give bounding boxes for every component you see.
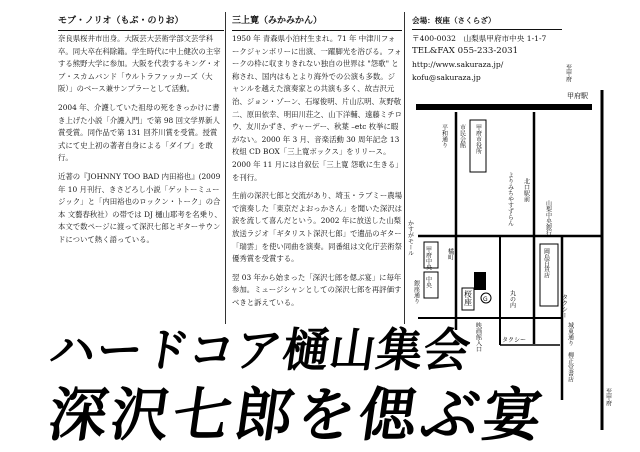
map-label: 城東通り [566,322,574,346]
map-label: 平和通り [440,124,448,148]
map-label: 柳正堂書店 [566,352,574,382]
map-label: 中央 [424,276,432,288]
railway-line [416,104,592,110]
map-label: 甲府駅 [567,92,588,100]
profile-mikami-kan [232,14,402,315]
map-label: タクシー [502,337,527,344]
venue-info [412,14,562,84]
profile-mob-norio [58,14,224,253]
map-label: 橘町 [446,248,454,260]
venue-address: 〒400-0032 山梨県甲府市中央 1-1-7 [412,34,547,43]
map-label: 映画館入口 [474,322,482,352]
event-title-line1: ハードコア樋山集会 [45,323,475,377]
venue-email-link[interactable]: kofu@sakuraza.jp [412,73,481,82]
profile-heading: モブ・ノリオ（もぶ・のりお） [58,14,224,31]
map-label: 市民会館 [458,124,466,148]
venue-url-link[interactable]: http://www.sakuraza.jp/ [412,60,504,69]
map-label: タクシー [560,294,568,318]
profile-paragraph: 近著の『JOHNNY TOO BAD 内田裕也』(2009 年 10 月刊行、きさどろし小説「ゲットーミュージック」と「内田裕也のロックン・トーク」の合本 文藝春秋社）の帯では DJ 樋山耶考を名乗り、本文で数ページに渡って深沢七郎とギターサウンドについて熱く語っている。 [58,171,222,244]
map-label: 銀座通り [412,280,420,304]
venue-marker [474,272,486,290]
map-label: 山梨中央銀行 [544,200,552,236]
map-label: 桜座 [463,290,473,306]
profile-paragraph: 1950 年 青森県小泊村生まれ。71 年 中津川フォークジャンボリーに出演、一躍脚光を浴びる。フォークの枠に収まりきれない独自の世界は "怨歌" と称され、国内はもとより海外での公演も多数。ジャンルを越えた演奏家との共演も多く、故吉沢元治、ジョン・ゾーン、石塚俊明、片山広明、灰野敬二、原田依幸、明田川荘之、山下洋輔、遠藤ミチロウ、友川かずき、ヂャーデー、秋葉 –etc 枚挙に暇がない。2000 年 3 月、音楽活動 30 周年記念 13 枚組 CD BOX「三上寛ボックス」をリリース。2000 年 11 月には自叙伝「三上寛 怨歌に生きる」を刊行。 [232,34,402,182]
profile-paragraph: 奈良県桜井市出身。大阪芸大芸術学部文芸学科卒。同大卒在科除籍。学生時代に中上健次の主宰する熊野大学に参加。大阪を代表するキング・オブ・スカムバンド「ウルトラファッカーズ（大阪）」のベース兼サンプラーとして活動。 [58,34,221,94]
venue-phone: TEL&FAX 055-233-2031 [412,46,519,56]
map-label: 甲府中央 [424,246,432,270]
map-label: 至甲府 [564,64,572,82]
profile-heading: 三上寛（みかみかん） [232,14,402,31]
map-label: 甲府市役所 [474,124,482,154]
column-divider [404,12,405,324]
g-circle-icon [481,293,491,303]
map-label: G [483,296,488,303]
map-building [540,244,558,306]
column-divider [225,12,226,324]
map-label: 丸の内 [508,290,516,308]
profile-paragraph: 生前の深沢七郎と交流があり、埼玉・ラブミー農場で演奏した「東京だよおっかさん」を聞いた深沢は涙を流して喜んだという。2002 年に放送した山梨放送ラジオ「ギタリスト深沢七郎」で遺品のギター「瑞雲」を使い同曲を演奏。同番組は文化庁芸術祭優秀賞を受賞する。 [232,191,402,264]
map-label: 至甲府 [604,388,612,406]
map-label: かすがモール [406,220,414,256]
profile-paragraph: 2004 年、介護していた祖母の死をきっかけに書き上げた小説「介護入門」で第 98 回文学界新人賞受賞。同作品で第 131 回芥川賞を受賞。授賞式にて史上初の著者自身による「ダイブ」を敢行。 [58,102,220,163]
venue-heading: 会場：桜座（さくらざ） [412,14,562,30]
map-label: 北口駅前 [522,178,530,202]
map-building [424,242,438,268]
event-title-line2: 深沢七郎を偲ぶ宴 [44,381,551,449]
map-building [424,272,438,298]
map-building [462,288,474,310]
map-building [470,120,486,172]
profile-paragraph: 翌 03 年から始まった「深沢七郎を偲ぶ宴」に毎年参加。ミュージシャンとしての深沢七郎を再評価すべきと訴えている。 [232,272,402,307]
map-label: 岡島百貨店 [542,248,550,278]
map-label: よりみちやすずらん [506,172,514,226]
